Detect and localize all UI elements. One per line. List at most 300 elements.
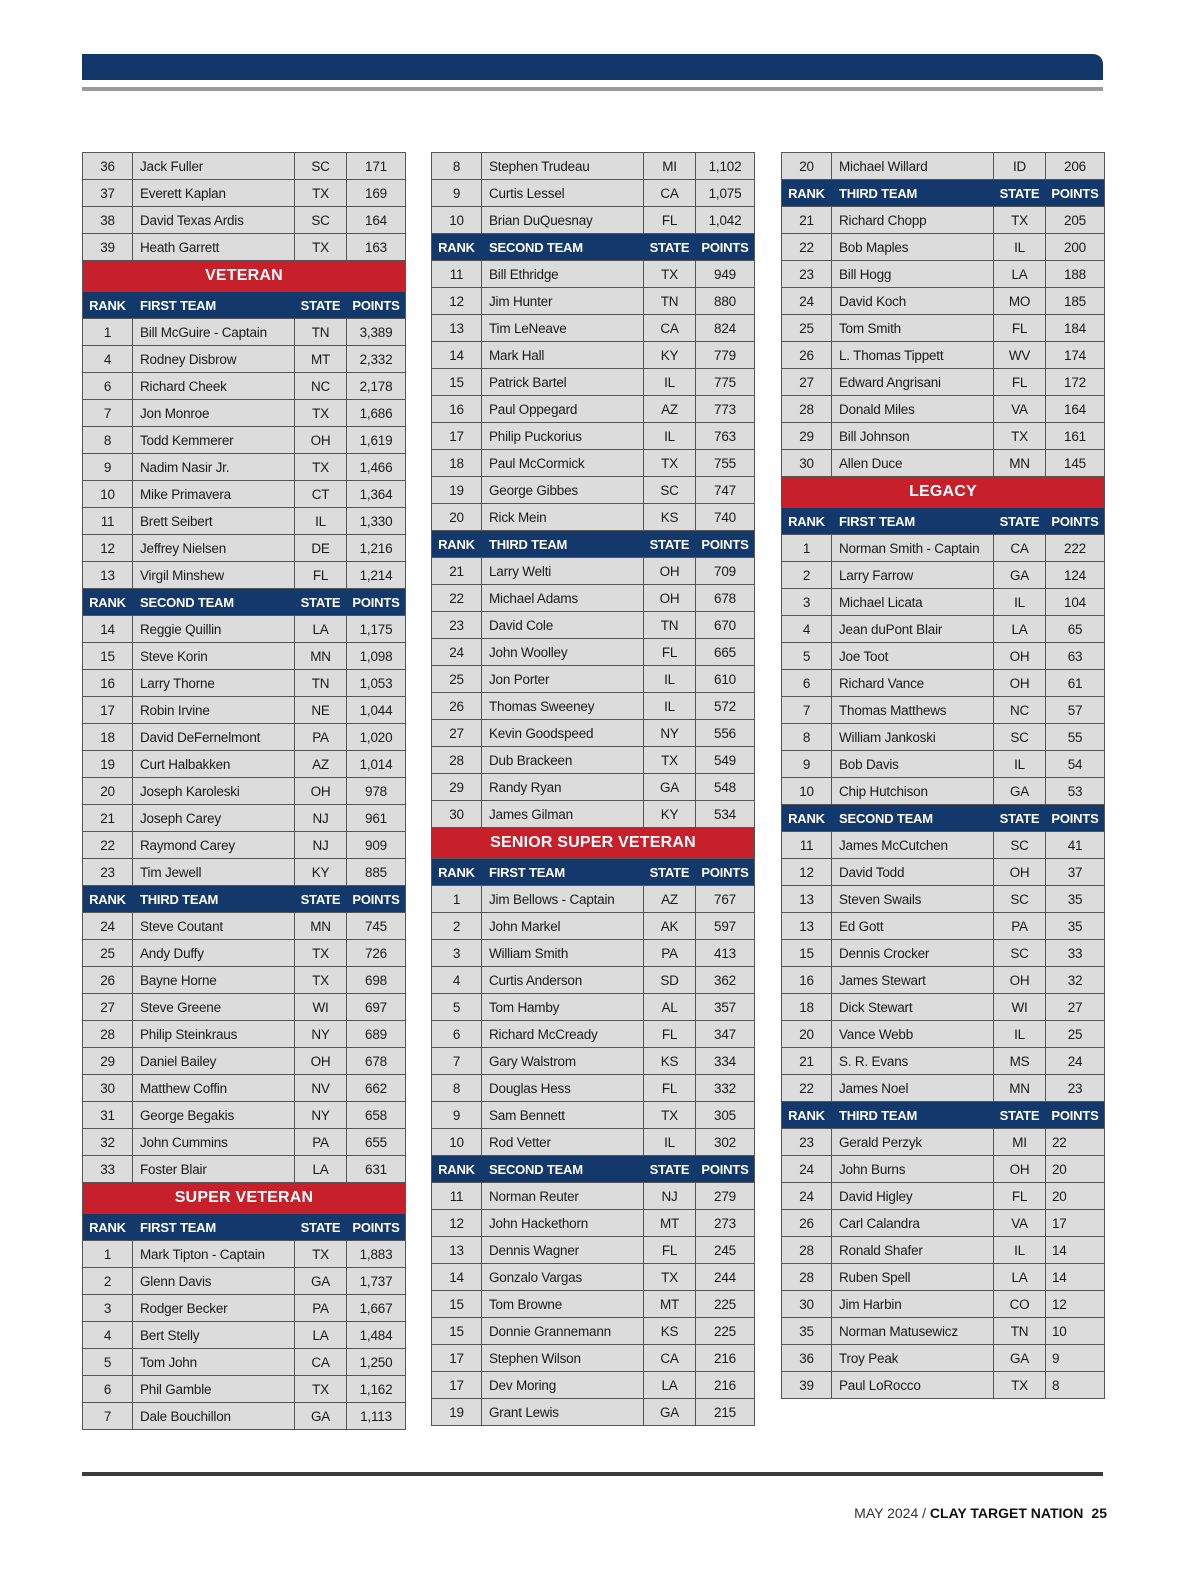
cell-points: 1,330 [359, 513, 393, 529]
cell-rank: 23 [432, 612, 482, 638]
cell-rank: 29 [782, 423, 832, 449]
cell-state: MS [994, 1048, 1046, 1074]
cell-rank: 27 [83, 994, 133, 1020]
cell-points: 1,216 [359, 540, 393, 556]
cell-name: John Burns [832, 1156, 994, 1182]
cell-rank: 21 [83, 805, 133, 831]
cell-points: 362 [714, 972, 736, 988]
cell-rank: 11 [83, 508, 133, 534]
cell-rank: 7 [432, 1048, 482, 1074]
cell-state: KS [644, 1048, 696, 1074]
header-points: POINTS [701, 864, 749, 880]
header-points: POINTS [701, 1161, 749, 1177]
publication-name: CLAY TARGET NATION [929, 1505, 1084, 1521]
cell-state: SC [994, 832, 1046, 858]
cell-points: 22 [1052, 1134, 1067, 1150]
cell-rank: 22 [782, 234, 832, 260]
issue-date: MAY 2024 / [854, 1505, 930, 1521]
cell-points: 1,044 [359, 702, 393, 718]
cell-points: 25 [1067, 1026, 1083, 1042]
cell-name: Stephen Trudeau [482, 153, 644, 179]
header-state: STATE [644, 859, 696, 885]
cell-name: Steve Coutant [133, 913, 295, 939]
table-row [782, 940, 1104, 967]
category-title: VETERAN [205, 267, 283, 284]
cell-name: Brian DuQuesnay [482, 207, 644, 233]
cell-name: Bert Stelly [133, 1322, 295, 1348]
cell-state: CA [644, 1345, 696, 1371]
cell-state: IL [994, 234, 1046, 260]
cell-points: 222 [1064, 540, 1086, 556]
cell-name: John Woolley [482, 639, 644, 665]
cell-rank: 12 [432, 288, 482, 314]
table-row [83, 562, 405, 589]
cell-points: 755 [714, 455, 736, 471]
table-row [782, 315, 1104, 342]
cell-state: LA [295, 616, 347, 642]
cell-name: Jean duPont Blair [832, 616, 994, 642]
table-row [432, 1048, 754, 1075]
cell-rank: 3 [83, 1295, 133, 1321]
cell-points: 279 [714, 1188, 736, 1204]
cell-name: Carl Calandra [832, 1210, 994, 1236]
header-rank: RANK [782, 805, 832, 831]
cell-state: MO [994, 288, 1046, 314]
cell-rank: 5 [782, 643, 832, 669]
cell-name: Jon Monroe [133, 400, 295, 426]
cell-state: AL [644, 994, 696, 1020]
cell-points: 53 [1067, 783, 1083, 799]
cell-state: PA [295, 724, 347, 750]
table-row [83, 1403, 405, 1430]
cell-name: Tim Jewell [133, 859, 295, 885]
cell-name: James Gilman [482, 801, 644, 827]
table-row [432, 886, 754, 913]
category-banner [83, 1183, 405, 1214]
cell-points: 164 [1064, 401, 1086, 417]
header-name: FIRST TEAM [832, 508, 994, 534]
cell-state: OH [295, 427, 347, 453]
cell-points: 2,178 [359, 378, 393, 394]
table-row [432, 1399, 754, 1426]
table-row [432, 666, 754, 693]
cell-name: Mike Primavera [133, 481, 295, 507]
table-row [782, 261, 1104, 288]
cell-name: James Noel [832, 1075, 994, 1101]
cell-name: Phil Gamble [133, 1376, 295, 1402]
cell-name: Dale Bouchillon [133, 1403, 295, 1429]
cell-name: Bill Hogg [832, 261, 994, 287]
cell-rank: 6 [782, 670, 832, 696]
table-header-row [432, 234, 754, 261]
cell-rank: 30 [83, 1075, 133, 1101]
cell-state: OH [994, 643, 1046, 669]
cell-state: NC [295, 373, 347, 399]
cell-points: 658 [365, 1107, 387, 1123]
table-row [83, 724, 405, 751]
cell-points: 161 [1064, 428, 1086, 444]
cell-name: Daniel Bailey [133, 1048, 295, 1074]
cell-rank: 36 [83, 153, 133, 179]
cell-points: 824 [714, 320, 736, 336]
cell-points: 549 [714, 752, 736, 768]
cell-name: Patrick Bartel [482, 369, 644, 395]
page-number: 25 [1091, 1505, 1107, 1521]
cell-rank: 29 [83, 1048, 133, 1074]
table-row [432, 1264, 754, 1291]
table-row [782, 342, 1104, 369]
cell-name: Bill McGuire - Captain [133, 319, 295, 345]
cell-rank: 22 [432, 585, 482, 611]
table-row [782, 1345, 1104, 1372]
cell-points: 1,250 [359, 1354, 393, 1370]
cell-points: 1,162 [359, 1381, 393, 1397]
header-points: POINTS [701, 536, 749, 552]
header-state: STATE [644, 531, 696, 557]
table-header-row [432, 531, 754, 558]
cell-state: FL [994, 315, 1046, 341]
cell-rank: 4 [83, 346, 133, 372]
cell-name: Bob Maples [832, 234, 994, 260]
cell-points: 10 [1052, 1323, 1067, 1339]
cell-rank: 17 [83, 697, 133, 723]
cell-name: Norman Reuter [482, 1183, 644, 1209]
cell-state: GA [295, 1403, 347, 1429]
cell-rank: 24 [432, 639, 482, 665]
header-name: SECOND TEAM [133, 589, 295, 615]
header-points: POINTS [701, 239, 749, 255]
cell-rank: 12 [782, 859, 832, 885]
cell-points: 655 [365, 1134, 387, 1150]
table-row [782, 396, 1104, 423]
table-row [432, 342, 754, 369]
table-row [83, 508, 405, 535]
cell-name: Grant Lewis [482, 1399, 644, 1425]
cell-rank: 17 [432, 1345, 482, 1371]
cell-rank: 21 [782, 207, 832, 233]
cell-rank: 22 [782, 1075, 832, 1101]
cell-points: 2,332 [359, 351, 393, 367]
cell-name: Philip Puckorius [482, 423, 644, 449]
cell-points: 534 [714, 806, 736, 822]
cell-state: MN [295, 913, 347, 939]
cell-rank: 19 [83, 751, 133, 777]
table-row [432, 612, 754, 639]
table-header-row [782, 180, 1104, 207]
cell-state: TX [994, 207, 1046, 233]
header-rank: RANK [782, 508, 832, 534]
cell-points: 1,014 [359, 756, 393, 772]
cell-state: SC [994, 724, 1046, 750]
cell-state: GA [295, 1268, 347, 1294]
table-row [432, 967, 754, 994]
table-row [83, 1129, 405, 1156]
cell-rank: 7 [83, 1403, 133, 1429]
cell-points: 763 [714, 428, 736, 444]
cell-state: GA [644, 1399, 696, 1425]
cell-rank: 23 [782, 261, 832, 287]
cell-state: OH [644, 558, 696, 584]
cell-state: LA [994, 1264, 1046, 1290]
table-row [432, 774, 754, 801]
cell-rank: 16 [83, 670, 133, 696]
table-row [782, 913, 1104, 940]
cell-rank: 8 [432, 153, 482, 179]
table-row [782, 369, 1104, 396]
cell-name: Virgil Minshew [133, 562, 295, 588]
cell-name: David DeFernelmont [133, 724, 295, 750]
cell-state: GA [994, 1345, 1046, 1371]
cell-state: TN [994, 1318, 1046, 1344]
cell-points: 9 [1052, 1350, 1060, 1366]
cell-rank: 6 [83, 1376, 133, 1402]
cell-state: TX [644, 747, 696, 773]
cell-points: 1,042 [708, 212, 742, 228]
cell-state: TX [295, 234, 347, 260]
cell-rank: 14 [432, 342, 482, 368]
table-row [432, 396, 754, 423]
cell-rank: 12 [83, 535, 133, 561]
table-row [83, 1048, 405, 1075]
cell-points: 188 [1064, 266, 1086, 282]
table-row [432, 558, 754, 585]
cell-name: S. R. Evans [832, 1048, 994, 1074]
table-row [432, 994, 754, 1021]
cell-rank: 20 [782, 1021, 832, 1047]
cell-points: 20 [1052, 1188, 1067, 1204]
cell-state: GA [994, 562, 1046, 588]
cell-rank: 36 [782, 1345, 832, 1371]
cell-rank: 20 [432, 504, 482, 530]
table-row [83, 535, 405, 562]
cell-state: IL [295, 508, 347, 534]
cell-rank: 3 [432, 940, 482, 966]
table-row [782, 1021, 1104, 1048]
cell-state: PA [295, 1295, 347, 1321]
cell-name: James McCutchen [832, 832, 994, 858]
cell-state: AZ [295, 751, 347, 777]
table-row [432, 1318, 754, 1345]
cell-points: 172 [1064, 374, 1086, 390]
cell-state: FL [644, 207, 696, 233]
cell-name: Tom Browne [482, 1291, 644, 1317]
cell-name: David Texas Ardis [133, 207, 295, 233]
table-row [782, 616, 1104, 643]
cell-rank: 1 [432, 886, 482, 912]
cell-state: AK [644, 913, 696, 939]
cell-points: 665 [714, 644, 736, 660]
cell-name: Bayne Horne [133, 967, 295, 993]
cell-name: Ed Gott [832, 913, 994, 939]
cell-name: Jeffrey Nielsen [133, 535, 295, 561]
header-rule [82, 87, 1103, 91]
cell-points: 775 [714, 374, 736, 390]
cell-points: 33 [1067, 945, 1083, 961]
cell-name: Joseph Karoleski [133, 778, 295, 804]
table-row [432, 153, 754, 180]
cell-name: Jim Hunter [482, 288, 644, 314]
cell-state: TX [994, 1372, 1046, 1398]
table-row [83, 346, 405, 373]
cell-rank: 15 [782, 940, 832, 966]
cell-name: Foster Blair [133, 1156, 295, 1182]
table-row [83, 643, 405, 670]
cell-state: SC [295, 207, 347, 233]
cell-state: SD [644, 967, 696, 993]
cell-state: OH [994, 967, 1046, 993]
table-row [432, 1372, 754, 1399]
cell-points: 12 [1052, 1296, 1067, 1312]
cell-points: 1,075 [708, 185, 742, 201]
cell-rank: 5 [432, 994, 482, 1020]
cell-rank: 31 [83, 1102, 133, 1128]
cell-state: AZ [644, 396, 696, 422]
cell-name: Curtis Anderson [482, 967, 644, 993]
table-row [83, 454, 405, 481]
table-row [83, 180, 405, 207]
cell-rank: 27 [782, 369, 832, 395]
category-banner [432, 828, 754, 859]
cell-name: Bill Ethridge [482, 261, 644, 287]
cell-state: OH [644, 585, 696, 611]
cell-rank: 13 [782, 886, 832, 912]
table-row [432, 693, 754, 720]
table-row [782, 589, 1104, 616]
cell-state: FL [994, 369, 1046, 395]
cell-points: 32 [1067, 972, 1083, 988]
table-header-row [782, 805, 1104, 832]
table-row [432, 747, 754, 774]
header-rank: RANK [782, 1102, 832, 1128]
cell-state: MN [994, 1075, 1046, 1101]
cell-points: 17 [1052, 1215, 1067, 1231]
cell-name: Larry Thorne [133, 670, 295, 696]
cell-name: Larry Farrow [832, 562, 994, 588]
cell-state: NY [295, 1021, 347, 1047]
table-row [782, 778, 1104, 805]
cell-points: 1,113 [360, 1408, 392, 1424]
table-row [432, 1210, 754, 1237]
header-state: STATE [295, 886, 347, 912]
cell-state: MT [295, 346, 347, 372]
table-row [782, 832, 1104, 859]
table-row [83, 427, 405, 454]
cell-rank: 29 [432, 774, 482, 800]
cell-name: Stephen Wilson [482, 1345, 644, 1371]
header-state: STATE [295, 1214, 347, 1240]
cell-points: 20 [1052, 1161, 1067, 1177]
cell-rank: 7 [83, 400, 133, 426]
cell-state: IL [994, 1021, 1046, 1047]
cell-name: Tim LeNeave [482, 315, 644, 341]
table-row [83, 481, 405, 508]
cell-state: KY [295, 859, 347, 885]
table-row [83, 670, 405, 697]
cell-points: 1,020 [359, 729, 393, 745]
cell-rank: 15 [83, 643, 133, 669]
table-row [432, 801, 754, 828]
table-row [782, 1291, 1104, 1318]
cell-points: 104 [1064, 594, 1086, 610]
cell-rank: 2 [782, 562, 832, 588]
cell-points: 184 [1064, 320, 1086, 336]
table-row [83, 234, 405, 261]
cell-points: 670 [714, 617, 736, 633]
table-header-row [782, 1102, 1104, 1129]
cell-points: 572 [714, 698, 736, 714]
cell-points: 1,737 [359, 1273, 393, 1289]
cell-rank: 28 [782, 396, 832, 422]
cell-points: 548 [714, 779, 736, 795]
cell-rank: 1 [83, 1241, 133, 1267]
cell-name: Todd Kemmerer [133, 427, 295, 453]
cell-state: MI [644, 153, 696, 179]
table-row [83, 805, 405, 832]
cell-points: 767 [714, 891, 736, 907]
cell-rank: 16 [782, 967, 832, 993]
table-header-row [432, 859, 754, 886]
cell-points: 54 [1067, 756, 1083, 772]
cell-name: Glenn Davis [133, 1268, 295, 1294]
table-row [83, 153, 405, 180]
cell-rank: 13 [782, 913, 832, 939]
cell-points: 909 [365, 837, 387, 853]
cell-state: FL [994, 1183, 1046, 1209]
cell-state: PA [994, 913, 1046, 939]
cell-rank: 26 [83, 967, 133, 993]
cell-name: Bob Davis [832, 751, 994, 777]
cell-state: IL [994, 751, 1046, 777]
cell-state: GA [994, 778, 1046, 804]
cell-name: Tom Smith [832, 315, 994, 341]
cell-rank: 10 [432, 207, 482, 233]
cell-name: Donnie Grannemann [482, 1318, 644, 1344]
cell-state: PA [295, 1129, 347, 1155]
standings-column-2 [431, 152, 755, 1426]
cell-rank: 26 [782, 1210, 832, 1236]
cell-points: 678 [365, 1053, 387, 1069]
cell-name: Sam Bennett [482, 1102, 644, 1128]
cell-points: 631 [365, 1161, 387, 1177]
header-rank: RANK [83, 589, 133, 615]
cell-points: 1,102 [708, 158, 742, 174]
cell-state: IL [994, 1237, 1046, 1263]
cell-name: Joe Toot [832, 643, 994, 669]
category-title: SENIOR SUPER VETERAN [490, 834, 696, 851]
cell-name: Jack Fuller [133, 153, 295, 179]
cell-points: 747 [714, 482, 736, 498]
cell-rank: 39 [782, 1372, 832, 1398]
table-row [83, 319, 405, 346]
header-name: SECOND TEAM [482, 234, 644, 260]
table-row [432, 940, 754, 967]
table-row [782, 1237, 1104, 1264]
table-row [432, 913, 754, 940]
table-row [83, 1021, 405, 1048]
cell-state: CT [295, 481, 347, 507]
cell-rank: 10 [83, 481, 133, 507]
cell-rank: 9 [782, 751, 832, 777]
cell-points: 949 [714, 266, 736, 282]
category-title: LEGACY [909, 483, 977, 500]
cell-rank: 6 [83, 373, 133, 399]
cell-state: TX [295, 180, 347, 206]
header-points: POINTS [352, 297, 400, 313]
cell-rank: 38 [83, 207, 133, 233]
cell-state: TN [295, 670, 347, 696]
cell-rank: 24 [83, 913, 133, 939]
cell-rank: 24 [782, 1183, 832, 1209]
